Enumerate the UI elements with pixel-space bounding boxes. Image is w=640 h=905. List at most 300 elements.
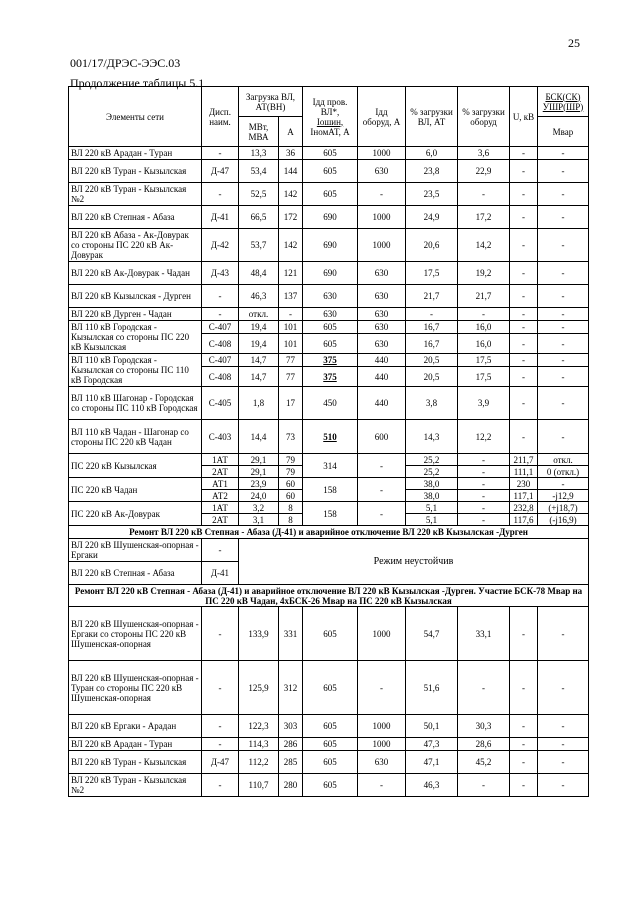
- header-idd-text2: Iошин,: [316, 116, 344, 127]
- cell-a: 280: [279, 774, 303, 797]
- cell-mw: 46,3: [239, 285, 279, 308]
- cell-name: ВЛ 220 кВ Арадан - Туран: [69, 147, 202, 160]
- cell-idd-equip: 630: [358, 262, 406, 285]
- cell-idd-equip: 630: [358, 321, 406, 334]
- cell-bsk: (+j18,7): [538, 502, 589, 514]
- cell-name: ВЛ 220 кВ Ак-Довурак - Чадан: [69, 262, 202, 285]
- cell-bsk: -: [538, 285, 589, 308]
- cell-idd: 510: [303, 420, 358, 454]
- cell-u: -: [510, 715, 538, 738]
- cell-idd: 158: [303, 478, 358, 502]
- cell-bsk: -: [538, 147, 589, 160]
- cell-mw: 29,1: [239, 466, 279, 478]
- cell-name: ВЛ 220 кВ Ергаки - Арадан: [69, 715, 202, 738]
- cell-u: -: [510, 334, 538, 354]
- cell-idd-equip: 440: [358, 367, 406, 387]
- document-id: 001/17/ДРЭС-ЭЭС.03: [70, 56, 181, 70]
- cell-pct-equip: 30,3: [458, 715, 510, 738]
- cell-disp: Д-43: [202, 262, 239, 285]
- cell-pct-equip: 21,7: [458, 285, 510, 308]
- cell-u: -: [510, 183, 538, 206]
- cell-u: -: [510, 387, 538, 420]
- table-row: [69, 387, 589, 420]
- cell-u: 232,8: [510, 502, 538, 514]
- cell-a: 331: [279, 607, 303, 661]
- cell-idd: 605: [303, 334, 358, 354]
- section-title: Ремонт ВЛ 220 кВ Степная - Абаза (Д-41) и аварийное отключение ВЛ 220 кВ Кызылская -Дурген. Участие БСК-78 Мвар на ПС 220 кВ Чадан, 4хБСК-26 Мвар на ПС 220 кВ Кызылская: [69, 585, 589, 607]
- header-bsk: [538, 87, 589, 117]
- cell-bsk: -: [538, 334, 589, 354]
- cell-pct-line: 5,1: [406, 502, 458, 514]
- cell-bsk: -j12,9: [538, 490, 589, 502]
- cell-idd-equip: 630: [358, 160, 406, 183]
- cell-idd: 605: [303, 160, 358, 183]
- cell-mw: 48,4: [239, 262, 279, 285]
- cell-disp: 1АТ: [202, 502, 239, 514]
- cell-name: ВЛ 220 кВ Туран - Кызылская №2: [69, 774, 202, 797]
- cell-disp: С-405: [202, 387, 239, 420]
- cell-idd-equip: -: [358, 661, 406, 715]
- cell-u: 117,1: [510, 490, 538, 502]
- cell-pct-line: 46,3: [406, 774, 458, 797]
- cell-pct-line: 20,5: [406, 367, 458, 387]
- cell-idd-equip: 600: [358, 420, 406, 454]
- cell-mw: 53,4: [239, 160, 279, 183]
- header-bsk-mid: УШР(ШР): [542, 101, 584, 112]
- cell-disp: 2АТ: [202, 514, 239, 526]
- cell-pct-line: 23,8: [406, 160, 458, 183]
- cell-disp: 2АТ: [202, 466, 239, 478]
- header-pct-equip: % загрузки оборуд: [458, 87, 510, 147]
- load-table: [68, 86, 589, 797]
- cell-idd-equip: 1000: [358, 738, 406, 751]
- section-row: [69, 585, 589, 607]
- header-bsk-unit: Мвар: [538, 117, 589, 147]
- cell-idd-equip: 1000: [358, 147, 406, 160]
- cell-u: -: [510, 774, 538, 797]
- header-load: Загрузка ВЛ, АТ(ВН): [239, 87, 303, 117]
- cell-idd: 605: [303, 321, 358, 334]
- cell-disp: -: [202, 285, 239, 308]
- cell-mw: 66,5: [239, 206, 279, 229]
- section-row: [69, 526, 589, 539]
- cell-u: -: [510, 262, 538, 285]
- cell-u: -: [510, 420, 538, 454]
- cell-bsk: -: [538, 751, 589, 774]
- table-row: [69, 354, 589, 367]
- cell-idd-equip: 630: [358, 334, 406, 354]
- cell-mw: 110,7: [239, 774, 279, 797]
- cell-pct-equip: -: [458, 774, 510, 797]
- cell-u: -: [510, 738, 538, 751]
- cell-idd: 605: [303, 715, 358, 738]
- cell-pct-equip: -: [458, 514, 510, 526]
- table-row: [69, 262, 589, 285]
- cell-a: -: [279, 308, 303, 321]
- cell-pct-line: 50,1: [406, 715, 458, 738]
- cell-idd: 630: [303, 308, 358, 321]
- cell-mw: откл.: [239, 308, 279, 321]
- cell-bsk: -: [538, 321, 589, 334]
- cell-pct-equip: 45,2: [458, 751, 510, 774]
- cell-disp: -: [202, 308, 239, 321]
- cell-pct-equip: -: [458, 183, 510, 206]
- cell-bsk: откл.: [538, 454, 589, 466]
- cell-mw: 14,4: [239, 420, 279, 454]
- cell-mw: 114,3: [239, 738, 279, 751]
- cell-mw: 19,4: [239, 321, 279, 334]
- cell-u: -: [510, 308, 538, 321]
- cell-name: ВЛ 220 кВ Степная - Абаза: [69, 562, 202, 585]
- cell-u: 111,1: [510, 466, 538, 478]
- cell-u: -: [510, 321, 538, 334]
- cell-mw: 23,9: [239, 478, 279, 490]
- cell-pct-line: 17,5: [406, 262, 458, 285]
- cell-bsk: -: [538, 183, 589, 206]
- cell-idd: 158: [303, 502, 358, 526]
- cell-u: -: [510, 751, 538, 774]
- cell-mw: 125,9: [239, 661, 279, 715]
- cell-idd: 605: [303, 607, 358, 661]
- cell-pct-line: 14,3: [406, 420, 458, 454]
- cell-idd: 690: [303, 229, 358, 262]
- cell-name: ВЛ 220 кВ Арадан - Туран: [69, 738, 202, 751]
- cell-idd-equip: 630: [358, 751, 406, 774]
- cell-mw: 14,7: [239, 367, 279, 387]
- cell-disp: С-407: [202, 321, 239, 334]
- cell-u: -: [510, 607, 538, 661]
- cell-pct-equip: 16,0: [458, 334, 510, 354]
- cell-idd-equip: -: [358, 774, 406, 797]
- header-idd-line: [303, 87, 358, 147]
- cell-disp: -: [202, 774, 239, 797]
- cell-disp: -: [202, 147, 239, 160]
- table-row: [69, 308, 589, 321]
- cell-name: ВЛ 110 кВ Шагонар - Городская со стороны ПС 110 кВ Городская: [69, 387, 202, 420]
- header-idd-text3: IномАТ, А: [310, 126, 350, 137]
- cell-mw: 112,2: [239, 751, 279, 774]
- cell-bsk: -: [538, 661, 589, 715]
- unstable-mode-note: Режим неустойчив: [239, 539, 589, 585]
- cell-pct-line: 5,1: [406, 514, 458, 526]
- header-mw: МВт, МВА: [239, 117, 279, 147]
- cell-disp: -: [202, 183, 239, 206]
- cell-idd: 690: [303, 206, 358, 229]
- cell-a: 17: [279, 387, 303, 420]
- cell-pct-line: 38,0: [406, 490, 458, 502]
- table-row: [69, 539, 589, 562]
- cell-pct-line: 38,0: [406, 478, 458, 490]
- cell-idd-equip: -: [358, 502, 406, 526]
- cell-mw: 13,3: [239, 147, 279, 160]
- cell-pct-line: 16,7: [406, 334, 458, 354]
- cell-disp: АТ2: [202, 490, 239, 502]
- cell-a: 101: [279, 334, 303, 354]
- cell-pct-line: 16,7: [406, 321, 458, 334]
- cell-idd-equip: 1000: [358, 607, 406, 661]
- cell-idd-equip: -: [358, 183, 406, 206]
- cell-mw: 52,5: [239, 183, 279, 206]
- cell-idd-equip: 440: [358, 354, 406, 367]
- cell-disp: С-408: [202, 334, 239, 354]
- cell-pct-equip: -: [458, 661, 510, 715]
- header-pct-line: % загрузки ВЛ, АТ: [406, 87, 458, 147]
- cell-pct-equip: -: [458, 478, 510, 490]
- cell-pct-line: 3,8: [406, 387, 458, 420]
- table-row: [69, 478, 589, 490]
- cell-a: 36: [279, 147, 303, 160]
- cell-bsk: -: [538, 160, 589, 183]
- table-row: [69, 715, 589, 738]
- cell-pct-line: 25,2: [406, 466, 458, 478]
- cell-bsk: 0 (откл.): [538, 466, 589, 478]
- cell-disp: -: [202, 661, 239, 715]
- cell-pct-equip: 17,2: [458, 206, 510, 229]
- cell-idd: 314: [303, 454, 358, 478]
- cell-pct-line: 23,5: [406, 183, 458, 206]
- cell-idd-equip: 440: [358, 387, 406, 420]
- cell-bsk: -: [538, 607, 589, 661]
- cell-u: -: [510, 206, 538, 229]
- cell-a: 142: [279, 183, 303, 206]
- cell-pct-equip: 12,2: [458, 420, 510, 454]
- table-row: [69, 751, 589, 774]
- table-row: [69, 160, 589, 183]
- cell-pct-equip: 33,1: [458, 607, 510, 661]
- cell-pct-line: 47,1: [406, 751, 458, 774]
- table-row: [69, 738, 589, 751]
- cell-a: 142: [279, 229, 303, 262]
- cell-pct-equip: 28,6: [458, 738, 510, 751]
- cell-name: ВЛ 220 кВ Кызылская - Дурген: [69, 285, 202, 308]
- table-row: [69, 607, 589, 661]
- cell-name: ВЛ 220 кВ Туран - Кызылская №2: [69, 183, 202, 206]
- cell-disp: Д-41: [202, 206, 239, 229]
- cell-pct-equip: 16,0: [458, 321, 510, 334]
- cell-idd: 605: [303, 774, 358, 797]
- cell-a: 172: [279, 206, 303, 229]
- cell-bsk: -: [538, 420, 589, 454]
- cell-a: 60: [279, 490, 303, 502]
- cell-idd: 605: [303, 738, 358, 751]
- cell-a: 285: [279, 751, 303, 774]
- cell-u: -: [510, 160, 538, 183]
- cell-mw: 3,1: [239, 514, 279, 526]
- cell-u: -: [510, 367, 538, 387]
- cell-bsk: -: [538, 774, 589, 797]
- cell-name: ВЛ 220 кВ Степная - Абаза: [69, 206, 202, 229]
- header-u: U, кВ: [510, 87, 538, 147]
- cell-idd-equip: 630: [358, 308, 406, 321]
- table-row: [69, 774, 589, 797]
- cell-disp: -: [202, 607, 239, 661]
- cell-disp: С-407: [202, 354, 239, 367]
- cell-pct-equip: 17,5: [458, 367, 510, 387]
- cell-pct-line: -: [406, 308, 458, 321]
- table-header-row: [69, 87, 589, 117]
- table-row: [69, 147, 589, 160]
- cell-mw: 14,7: [239, 354, 279, 367]
- cell-u: 117,6: [510, 514, 538, 526]
- cell-disp: -: [202, 738, 239, 751]
- cell-idd: 375: [303, 367, 358, 387]
- cell-pct-line: 25,2: [406, 454, 458, 466]
- cell-mw: 133,9: [239, 607, 279, 661]
- cell-name: ПС 220 кВ Кызылская: [69, 454, 202, 478]
- cell-pct-equip: -: [458, 454, 510, 466]
- table-row: [69, 502, 589, 514]
- page-number: 25: [568, 36, 580, 50]
- cell-u: -: [510, 229, 538, 262]
- cell-bsk: -: [538, 478, 589, 490]
- cell-u: 211,7: [510, 454, 538, 466]
- cell-idd: 375: [303, 354, 358, 367]
- cell-bsk: -: [538, 387, 589, 420]
- cell-u: 230: [510, 478, 538, 490]
- cell-idd: 605: [303, 751, 358, 774]
- cell-a: 8: [279, 514, 303, 526]
- cell-u: -: [510, 354, 538, 367]
- cell-name: ВЛ 220 кВ Шушенская-опорная - Туран со стороны ПС 220 кВ Шушенская-опорная: [69, 661, 202, 715]
- cell-disp: С-408: [202, 367, 239, 387]
- cell-pct-equip: -: [458, 308, 510, 321]
- cell-idd-equip: -: [358, 478, 406, 502]
- cell-mw: 3,2: [239, 502, 279, 514]
- cell-pct-line: 54,7: [406, 607, 458, 661]
- table-row: [69, 661, 589, 715]
- cell-a: 303: [279, 715, 303, 738]
- cell-name: ВЛ 110 кВ Городская - Кызылская со стороны ПС 220 кВ Кызылская: [69, 321, 202, 354]
- cell-idd: 690: [303, 262, 358, 285]
- cell-disp: С-403: [202, 420, 239, 454]
- cell-name: ВЛ 220 кВ Шушенская-опорная - Ергаки: [69, 539, 202, 562]
- table-row: [69, 420, 589, 454]
- cell-pct-line: 6,0: [406, 147, 458, 160]
- cell-disp: АТ1: [202, 478, 239, 490]
- cell-disp: -: [202, 715, 239, 738]
- cell-disp: -: [202, 539, 239, 562]
- cell-pct-equip: 22,9: [458, 160, 510, 183]
- cell-pct-equip: -: [458, 490, 510, 502]
- cell-pct-equip: -: [458, 466, 510, 478]
- cell-a: 79: [279, 454, 303, 466]
- cell-bsk: -: [538, 206, 589, 229]
- cell-name: ВЛ 220 кВ Абаза - Ак-Довурак со стороны ПС 220 кВ Ак-Довурак: [69, 229, 202, 262]
- cell-bsk: -: [538, 367, 589, 387]
- cell-u: -: [510, 661, 538, 715]
- cell-a: 144: [279, 160, 303, 183]
- cell-idd-equip: 1000: [358, 206, 406, 229]
- cell-bsk: -: [538, 308, 589, 321]
- cell-disp: Д-41: [202, 562, 239, 585]
- cell-pct-line: 20,6: [406, 229, 458, 262]
- cell-name: ВЛ 220 кВ Туран - Кызылская: [69, 751, 202, 774]
- cell-name: ПС 220 кВ Чадан: [69, 478, 202, 502]
- header-bsk-top: БСК(СК): [545, 91, 581, 102]
- section-title: Ремонт ВЛ 220 кВ Степная - Абаза (Д-41) и аварийное отключение ВЛ 220 кВ Кызылская -Дурген: [69, 526, 589, 539]
- cell-pct-equip: 14,2: [458, 229, 510, 262]
- table-row: [69, 229, 589, 262]
- table-row: [69, 206, 589, 229]
- cell-disp: Д-42: [202, 229, 239, 262]
- cell-a: 8: [279, 502, 303, 514]
- cell-idd: 450: [303, 387, 358, 420]
- cell-a: 73: [279, 420, 303, 454]
- cell-a: 312: [279, 661, 303, 715]
- cell-u: -: [510, 285, 538, 308]
- cell-bsk: -: [538, 262, 589, 285]
- header-elements: Элементы сети: [69, 87, 202, 147]
- cell-pct-line: 24,9: [406, 206, 458, 229]
- header-disp: Дисп. наим.: [202, 87, 239, 147]
- cell-a: 60: [279, 478, 303, 490]
- cell-name: ВЛ 110 кВ Чадан - Шагонар со стороны ПС 220 кВ Чадан: [69, 420, 202, 454]
- cell-pct-equip: 19,2: [458, 262, 510, 285]
- cell-pct-equip: 3,9: [458, 387, 510, 420]
- cell-name: ПС 220 кВ Ак-Довурак: [69, 502, 202, 526]
- cell-mw: 24,0: [239, 490, 279, 502]
- cell-a: 121: [279, 262, 303, 285]
- cell-mw: 122,3: [239, 715, 279, 738]
- header-idd-text1: Iдд пров. ВЛ*,: [312, 96, 348, 117]
- cell-bsk: -: [538, 738, 589, 751]
- table-row: [69, 285, 589, 308]
- header-a: А: [279, 117, 303, 147]
- table-continuation-caption: Продолжение таблицы 5.1: [70, 76, 205, 90]
- cell-idd-equip: 1000: [358, 229, 406, 262]
- cell-a: 77: [279, 354, 303, 367]
- cell-idd: 605: [303, 661, 358, 715]
- cell-u: -: [510, 147, 538, 160]
- cell-a: 79: [279, 466, 303, 478]
- cell-disp: 1АТ: [202, 454, 239, 466]
- cell-bsk: -: [538, 229, 589, 262]
- cell-pct-line: 21,7: [406, 285, 458, 308]
- cell-bsk: -: [538, 715, 589, 738]
- cell-name: ВЛ 220 кВ Туран - Кызылская: [69, 160, 202, 183]
- cell-name: ВЛ 220 кВ Дурген - Чадан: [69, 308, 202, 321]
- cell-a: 101: [279, 321, 303, 334]
- table-row: [69, 454, 589, 466]
- cell-disp: Д-47: [202, 160, 239, 183]
- cell-idd-equip: 1000: [358, 715, 406, 738]
- cell-idd: 605: [303, 147, 358, 160]
- cell-idd: 605: [303, 183, 358, 206]
- cell-pct-line: 20,5: [406, 354, 458, 367]
- cell-mw: 53,7: [239, 229, 279, 262]
- cell-idd-equip: -: [358, 454, 406, 478]
- cell-disp: Д-47: [202, 751, 239, 774]
- cell-bsk: (-j16,9): [538, 514, 589, 526]
- cell-mw: 29,1: [239, 454, 279, 466]
- cell-mw: 1,8: [239, 387, 279, 420]
- cell-pct-line: 47,3: [406, 738, 458, 751]
- cell-mw: 19,4: [239, 334, 279, 354]
- cell-idd-equip: 630: [358, 285, 406, 308]
- cell-bsk: -: [538, 354, 589, 367]
- cell-a: 77: [279, 367, 303, 387]
- cell-a: 286: [279, 738, 303, 751]
- cell-pct-equip: 3,6: [458, 147, 510, 160]
- cell-pct-equip: 17,5: [458, 354, 510, 367]
- cell-name: ВЛ 110 кВ Городская - Кызылская со стороны ПС 110 кВ Городская: [69, 354, 202, 387]
- table-row: [69, 321, 589, 334]
- header-idd-equip: Iдд оборуд, А: [358, 87, 406, 147]
- table-row: [69, 183, 589, 206]
- cell-name: ВЛ 220 кВ Шушенская-опорная - Ергаки со стороны ПС 220 кВ Шушенская-опорная: [69, 607, 202, 661]
- cell-pct-line: 51,6: [406, 661, 458, 715]
- cell-a: 137: [279, 285, 303, 308]
